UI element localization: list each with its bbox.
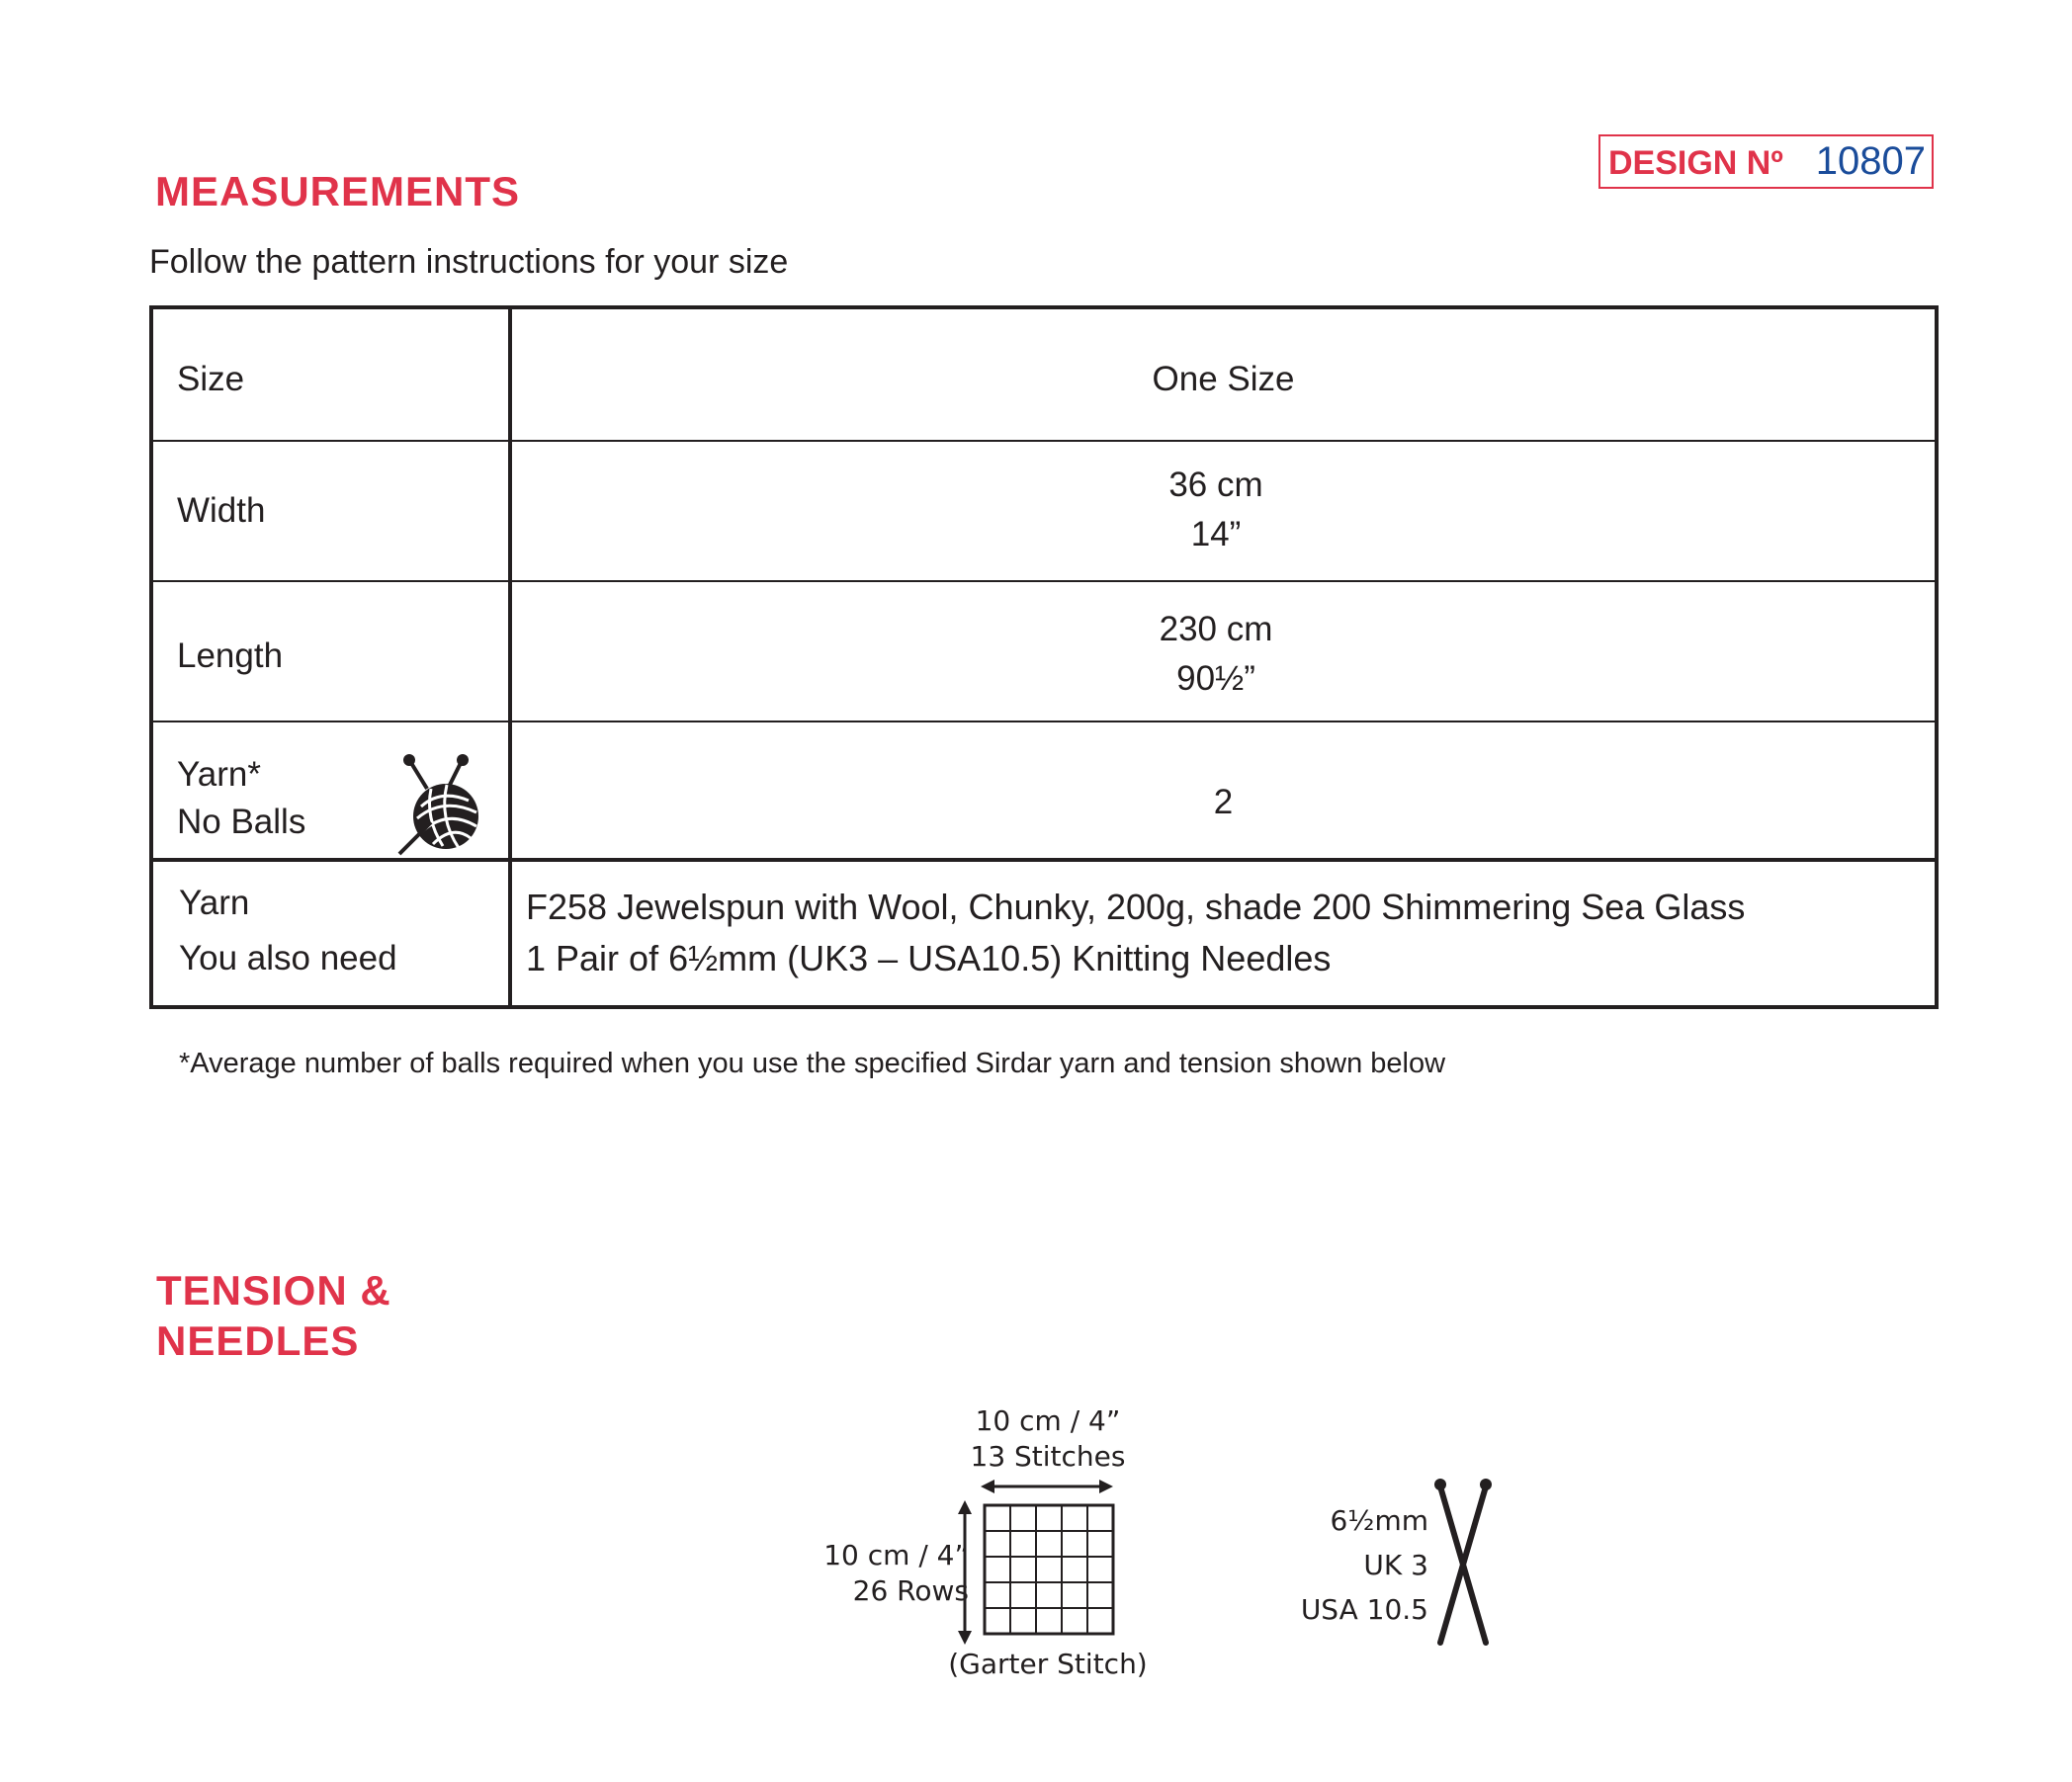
yarn-label: Yarn* <box>177 755 261 794</box>
row-divider <box>153 440 1935 442</box>
yarn-balls-label <box>177 751 305 846</box>
also-need-label: You also need <box>179 939 397 977</box>
row-divider <box>153 721 1935 722</box>
tension-stitches: 13 Stitches <box>970 1440 1126 1473</box>
needles-description: 1 Pair of 6½mm (UK3 – USA10.5) Knitting Needles <box>526 938 1332 978</box>
length-inches: 90½” <box>1176 659 1255 698</box>
knitting-needles-icon <box>1428 1473 1498 1651</box>
width-value <box>512 461 1920 559</box>
tension-height-text <box>781 1538 969 1609</box>
tension-height-measure: 10 cm / 4” <box>823 1539 969 1571</box>
yarn-extras-value <box>526 882 1745 984</box>
yarn-balls-value: 2 <box>1213 783 1234 821</box>
measurements-intro: Follow the pattern instructions for your size <box>149 243 789 281</box>
design-number: 10807 <box>1815 139 1926 183</box>
footnote: *Average number of balls required when you use the specified Sirdar yarn and tension shown below <box>179 1048 1446 1079</box>
tension-heading <box>156 1265 391 1366</box>
measurements-table <box>149 305 1939 1009</box>
design-label: DESIGN Nº <box>1608 144 1783 182</box>
tension-width-measure: 10 cm / 4” <box>975 1404 1121 1437</box>
row-divider <box>153 580 1935 582</box>
needle-size-mm: 6½mm <box>1330 1504 1428 1537</box>
yarn-description: F258 Jewelspun with Wool, Chunky, 200g, shade 200 Shimmering Sea Glass <box>526 887 1746 927</box>
size-label: Size <box>177 360 245 398</box>
no-balls-label: No Balls <box>177 803 306 841</box>
tension-heading-line1: TENSION & <box>156 1267 391 1314</box>
length-value <box>512 605 1920 704</box>
tension-square-icon <box>949 1473 1117 1651</box>
yarn-type-label: Yarn <box>179 884 250 922</box>
stitch-type: (Garter Stitch) <box>948 1648 1148 1680</box>
yarn-ball-icon <box>391 749 490 858</box>
needle-size-usa: USA 10.5 <box>1300 1593 1428 1626</box>
needle-size-uk: UK 3 <box>1363 1549 1428 1581</box>
length-label: Length <box>177 636 284 675</box>
tension-width-text <box>949 1403 1147 1475</box>
measurements-heading: MEASUREMENTS <box>155 168 521 214</box>
row-divider <box>153 858 1935 862</box>
needle-sizes <box>1265 1498 1428 1632</box>
yarn-extras-label <box>179 876 397 986</box>
design-number-box <box>1598 134 1934 189</box>
tension-heading-line2: NEEDLES <box>156 1317 360 1364</box>
width-inches: 14” <box>1190 515 1242 553</box>
width-cm: 36 cm <box>1168 466 1263 504</box>
width-label: Width <box>177 491 266 530</box>
length-cm: 230 cm <box>1159 610 1273 648</box>
size-value: One Size <box>1152 360 1295 398</box>
tension-rows: 26 Rows <box>852 1574 969 1607</box>
